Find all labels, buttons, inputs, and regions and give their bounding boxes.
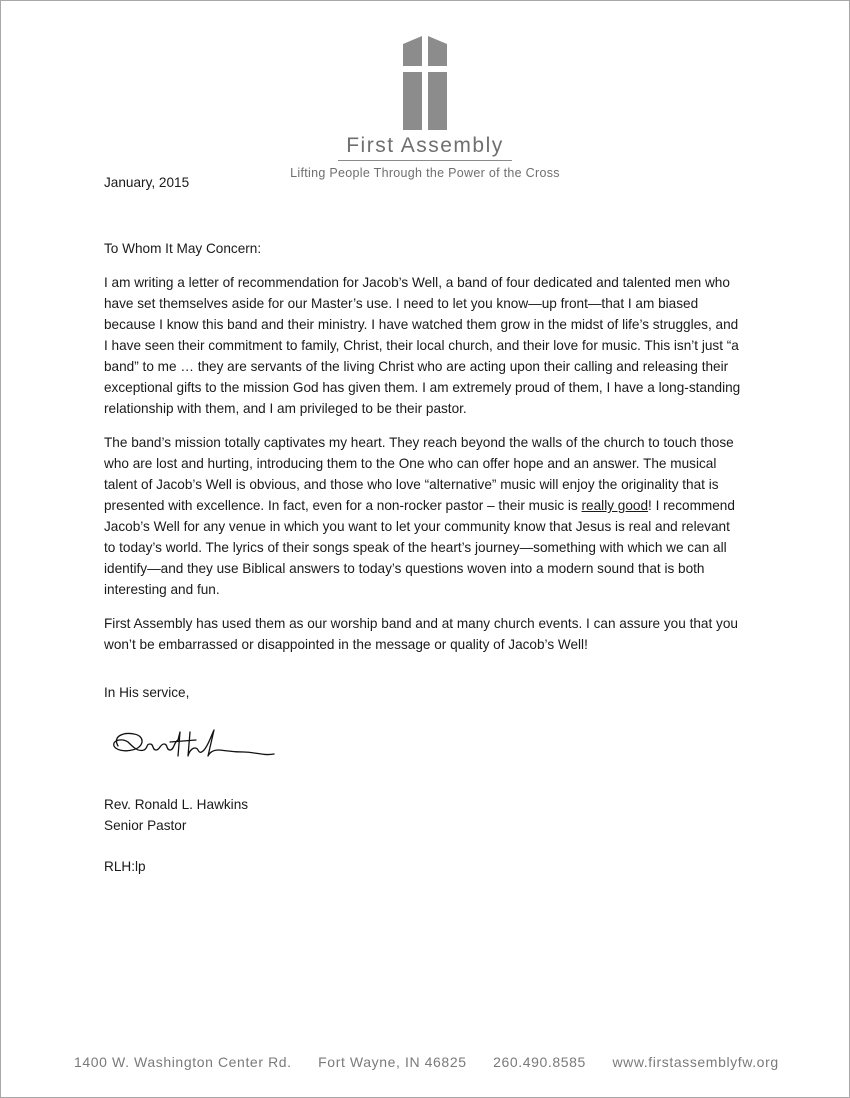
paragraph-3: First Assembly has used them as our worship band and at many church events. I can assure you that you won’t be embarrassed or disappointed in the message or quality of Jacob’s Well! [104,616,738,652]
paragraph-2 [104,432,744,600]
org-name: First Assembly [346,134,504,157]
reference-initials: RLH:lp [104,859,146,874]
signature-image [104,722,276,772]
footer-address: 1400 W. Washington Center Rd. [74,1054,292,1070]
church-cross-icon [400,36,450,130]
paragraph-1: I am writing a letter of recommendation for Jacob’s Well, a band of four dedicated and talented men who have set themselves aside for our Master’s use. I need to let you know—up front—that I am biased because I know this band and their ministry. I have watched them grow in the midst of life’s struggles, and I have seen their commitment to family, Christ, their local church, and their love for music. This isn’t just “a band” to me … they are servants of the living Christ who are acting upon their calling and releasing their exceptional gifts to the mission God has given them. I am extremely proud of them, I have a long-standing relationship with them, and I am privileged to be their pastor. [104,275,741,416]
signer-name: Rev. Ronald L. Hawkins [104,797,249,812]
letter-body [104,272,744,655]
signer-block [104,794,744,836]
org-divider [338,160,512,161]
letterhead [260,36,590,180]
footer [74,1054,784,1070]
footer-city: Fort Wayne, IN 46825 [318,1054,467,1070]
org-tagline: Lifting People Through the Power of the Cross [290,166,560,180]
footer-phone: 260.490.8585 [493,1054,586,1070]
paragraph-2-end: ! I recommend Jacob’s Well for any venue in which you want to let your community know that Jesus is real and relevant to today’s world. The lyrics of their songs speak of the heart’s journey—something with which we can all identify—and they use Biblical answers to today’s questions woven into a modern sound that is both interesting and fun. [104,498,735,597]
letter-date: January, 2015 [104,175,190,190]
closing: In His service, [104,685,190,700]
paragraph-2-start: The band’s mission totally captivates my heart. They reach beyond the walls of the church to touch those who are lost and hurting, introducing them to the One who can offer hope and an answer. The musical talent of Jacob’s Well is obvious, and those who love “alternative” music will enjoy the originality that is presented with excellence. In fact, even for a non-rocker pastor – their music is [104,435,734,513]
salutation: To Whom It May Concern: [104,241,262,256]
emphasis-really-good: really good [581,498,649,513]
signer-title: Senior Pastor [104,818,187,833]
footer-website: www.firstassemblyfw.org [612,1054,779,1070]
